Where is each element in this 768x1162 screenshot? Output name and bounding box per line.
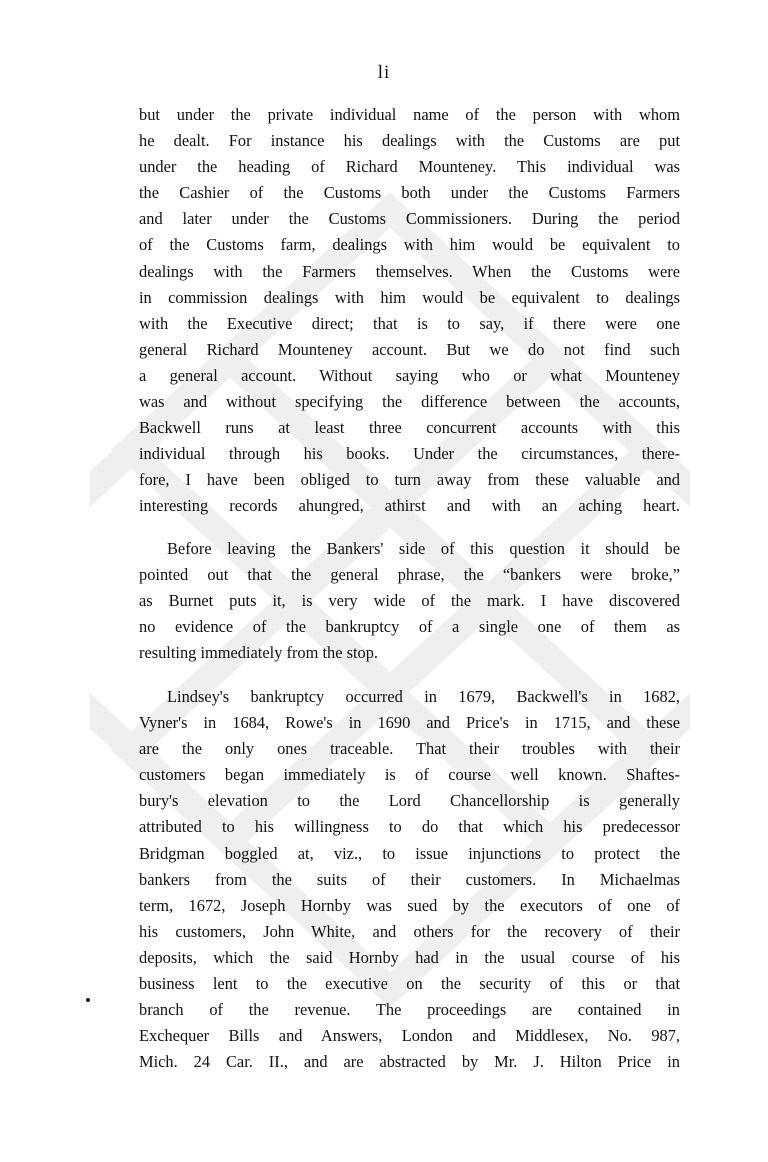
- text-line: bury's elevation to the Lord Chancellorship is generally: [139, 791, 680, 811]
- text-line: resulting immediately from the stop.: [139, 643, 378, 663]
- text-line: pointed out that the general phrase, the “bankers were broke,”: [139, 565, 680, 585]
- text-line: and later under the Customs Commissioners. During the period: [139, 209, 680, 229]
- text-line: in commission dealings with him would be equivalent to dealings: [139, 287, 680, 307]
- text-line: deposits, which the said Hornby had in the usual course of his: [139, 947, 680, 967]
- text-line: a general account. Without saying who or what Mounteney: [139, 365, 680, 385]
- text-line: under the heading of Richard Mounteney. This individual was: [139, 157, 680, 177]
- text-line: interesting records ahungred, athirst and with an aching heart.: [139, 496, 680, 516]
- margin-dot: [86, 998, 90, 1002]
- paragraph-2: [139, 536, 680, 666]
- text-line: Lindsey's bankruptcy occurred in 1679, Backwell's in 1682,: [167, 687, 680, 706]
- text-line: term, 1672, Joseph Hornby was sued by the executors of one of: [139, 895, 680, 915]
- text-line: fore, I have been obliged to turn away from these valuable and: [139, 470, 680, 490]
- text-line: attributed to his willingness to do that which his predecessor: [139, 817, 680, 837]
- text-line: was and without specifying the difference between the accounts,: [139, 392, 680, 412]
- text-line: branch of the revenue. The proceedings are contained in: [139, 1000, 680, 1020]
- text-line: Bridgman boggled at, viz., to issue injunctions to protect the: [139, 843, 680, 863]
- text-line: Backwell runs at least three concurrent accounts with this: [139, 418, 680, 438]
- paragraph-3: [139, 684, 680, 1075]
- text-line: Vyner's in 1684, Rowe's in 1690 and Price's in 1715, and these: [139, 713, 680, 733]
- paragraph-1: [139, 102, 680, 520]
- text-line: Exchequer Bills and Answers, London and Middlesex, No. 987,: [139, 1026, 680, 1046]
- text-line: with the Executive direct; that is to say, if there were one: [139, 313, 680, 333]
- text-line: customers began immediately is of course well known. Shaftes-: [139, 765, 680, 785]
- text-line: individual through his books. Under the circumstances, there-: [139, 444, 680, 464]
- text-line: the Cashier of the Customs both under the Customs Farmers: [139, 183, 680, 203]
- text-line: general Richard Mounteney account. But we do not find such: [139, 339, 680, 359]
- page-number: li: [377, 62, 391, 83]
- text-line: but under the private individual name of the person with whom: [139, 105, 680, 124]
- text-line: his customers, John White, and others for the recovery of their: [139, 921, 680, 941]
- text-line: bankers from the suits of their customers. In Michaelmas: [139, 869, 680, 889]
- text-line: Mich. 24 Car. II., and are abstracted by Mr. J. Hilton Price in: [139, 1052, 680, 1072]
- text-line: dealings with the Farmers themselves. When the Customs were: [139, 261, 680, 281]
- text-line: business lent to the executive on the security of this or that: [139, 974, 680, 994]
- text-line: Before leaving the Bankers' side of this question it should be: [167, 539, 680, 558]
- text-line: as Burnet puts it, is very wide of the mark. I have discovered: [139, 591, 680, 611]
- text-line: of the Customs farm, dealings with him would be equivalent to: [139, 235, 680, 255]
- text-line: he dealt. For instance his dealings with the Customs are put: [139, 131, 680, 151]
- text-line: are the only ones traceable. That their troubles with their: [139, 739, 680, 759]
- text-line: no evidence of the bankruptcy of a single one of them as: [139, 617, 680, 637]
